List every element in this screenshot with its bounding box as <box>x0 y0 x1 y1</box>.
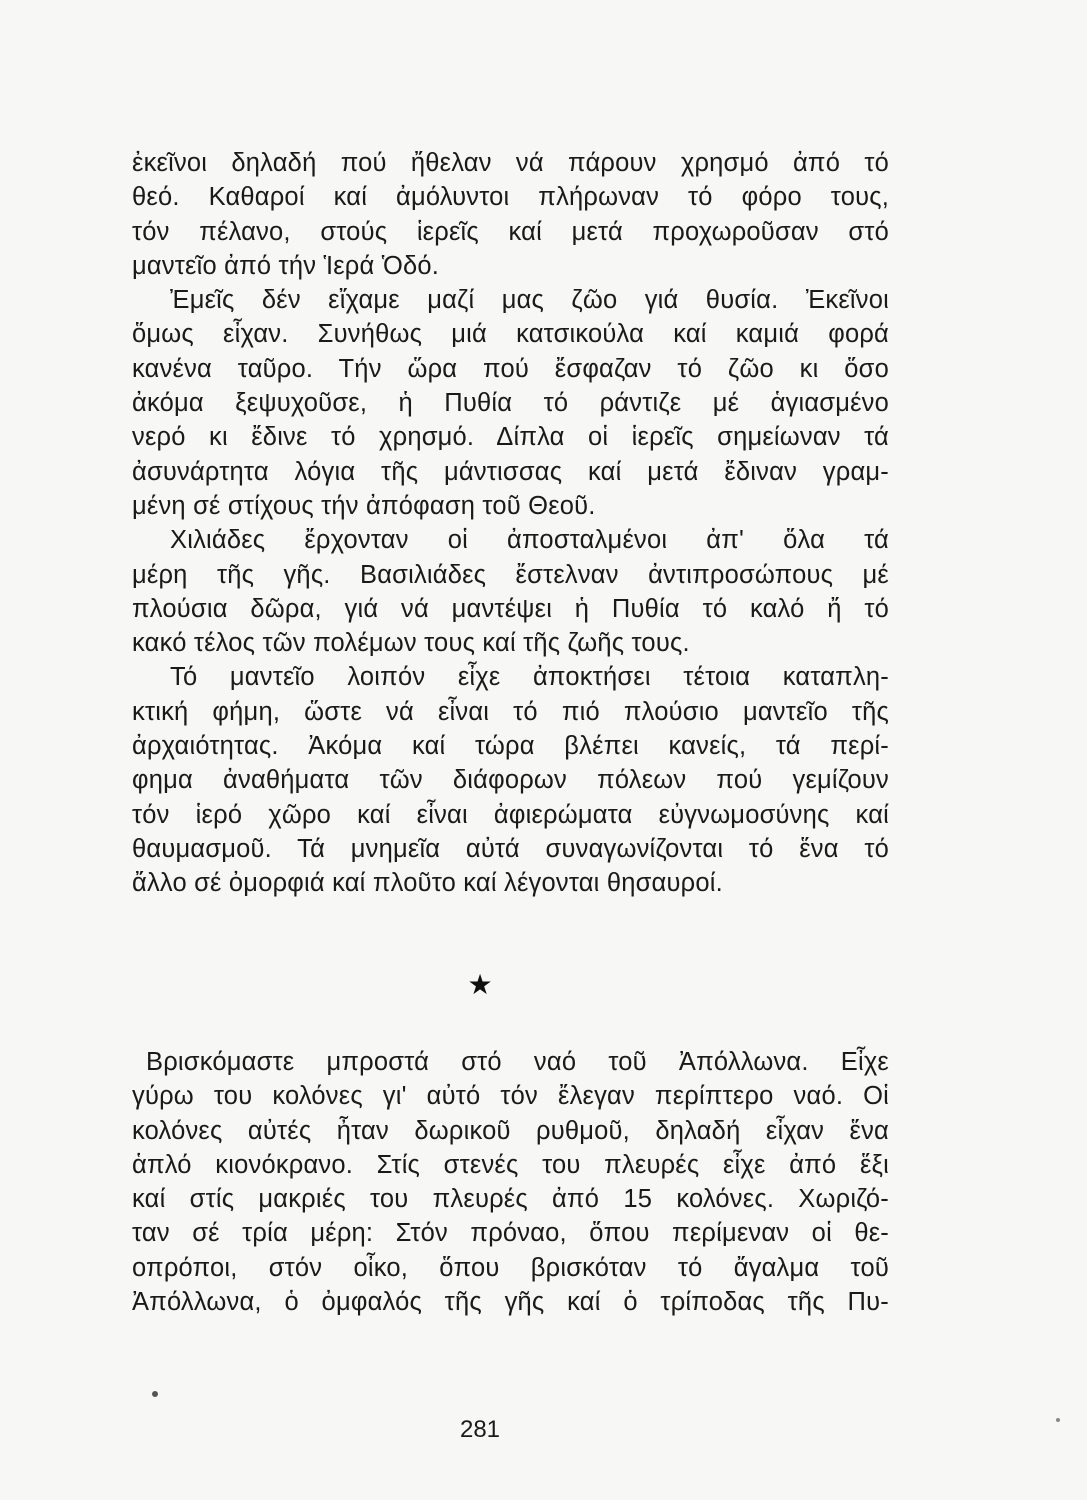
text-line: τόν πέλανο, στούς ἱερεῖς καί μετά προχωροῦσαν στό <box>132 217 889 246</box>
text-line: ἀρχαιότητας. Ἀκόμα καί τώρα βλέπει κανείς, τά περί- <box>132 732 889 761</box>
text-line: θεό. Καθαροί καί ἀμόλυντοι πλήρωναν τό φόρο τους, <box>132 183 889 212</box>
text-line: γύρω του κολόνες γι' αὐτό τόν ἔλεγαν περίπτερο ναό. Οἱ <box>132 1082 889 1111</box>
text-line: ταν σέ τρία μέρη: Στόν πρόναο, ὅπου περίμεναν οἱ θε- <box>132 1219 889 1248</box>
text-line: ὅμως εἶχαν. Συνήθως μιά κατσικούλα καί καμιά φορά <box>132 320 889 349</box>
text-line: ἐκεῖνοι δηλαδή πού ἤθελαν νά πάρουν χρησμό ἀπό τό <box>132 149 889 177</box>
text-line: ἀκόμα ξεψυχοῦσε, ἡ Πυθία τό ράντιζε μέ ἁγιασμένο <box>132 389 889 418</box>
text-line: καί στίς μακριές του πλευρές ἀπό 15 κολόνες. Χωριζό- <box>132 1185 889 1214</box>
text-block-bottom <box>132 1045 889 1319</box>
text-line: πλούσια δῶρα, γιά νά μαντέψει ἡ Πυθία τό καλό ἤ τό <box>132 594 889 623</box>
text-line: μένη σέ στίχους τήν ἀπόφαση τοῦ Θεοῦ. <box>132 491 596 520</box>
page-number: 281 <box>459 1416 501 1443</box>
text-line: κτική φήμη, ὥστε νά εἶναι τό πιό πλούσιο μαντεῖο τῆς <box>132 697 889 726</box>
text-line: φημα ἀναθήματα τῶν διάφορων πόλεων πού γεμίζουν <box>132 766 889 795</box>
text-line: κανένα ταῦρο. Τήν ὥρα πού ἔσφαζαν τό ζῶο κι ὅσο <box>132 354 889 383</box>
text-line: ἀσυνάρτητα λόγια τῆς μάντισσας καί μετά ἔδιναν γραμ- <box>132 457 889 486</box>
text-line: Βρισκόμαστε μπροστά στό ναό τοῦ Ἀπόλλωνα. Εἶχε <box>146 1048 889 1076</box>
text-line: κολόνες αὐτές ἦταν δωρικοῦ ρυθμοῦ, δηλαδή εἶχαν ἕνα <box>132 1116 889 1145</box>
text-line: τόν ἱερό χῶρο καί εἶναι ἀφιερώματα εὐγνωμοσύνης καί <box>132 800 889 829</box>
text-line: ἄλλο σέ ὀμορφιά καί πλοῦτο καί λέγονται θησαυροί. <box>132 869 723 898</box>
text-line: Τό μαντεῖο λοιπόν εἶχε ἀποκτήσει τέτοια καταπλη- <box>170 663 889 692</box>
text-block-top <box>132 146 889 901</box>
scan-speck <box>152 1391 158 1397</box>
star-separator-icon: ★ <box>467 969 493 1000</box>
text-line: οπρόποι, στόν οἶκο, ὅπου βρισκόταν τό ἄγαλμα τοῦ <box>132 1253 889 1282</box>
text-line: νερό κι ἔδινε τό χρησμό. Δίπλα οἱ ἱερεῖς σημείωναν τά <box>132 423 889 452</box>
text-line: θαυμασμοῦ. Τά μνημεῖα αὐτά συναγωνίζονται τό ἕνα τό <box>132 834 889 863</box>
text-line: μέρη τῆς γῆς. Βασιλιάδες ἔστελναν ἀντιπροσώπους μέ <box>132 560 889 589</box>
text-line: ἁπλό κιονόκρανο. Στίς στενές του πλευρές εἶχε ἀπό ἕξι <box>132 1150 889 1179</box>
scan-speck <box>1056 1418 1060 1422</box>
text-line: μαντεῖο ἀπό τήν Ἱερά Ὁδό. <box>132 251 440 280</box>
text-line: Ἀπόλλωνα, ὁ ὀμφαλός τῆς γῆς καί ὁ τρίποδας τῆς Πυ- <box>132 1288 889 1317</box>
text-line: Χιλιάδες ἔρχονταν οἱ ἀποσταλμένοι ἀπ' ὅλα τά <box>170 526 889 555</box>
text-line: κακό τέλος τῶν πολέμων τους καί τῆς ζωῆς τους. <box>132 629 690 658</box>
text-line: Ἐμεῖς δέν εἴχαμε μαζί μας ζῶο γιά θυσία. Ἐκεῖνοι <box>170 286 889 315</box>
